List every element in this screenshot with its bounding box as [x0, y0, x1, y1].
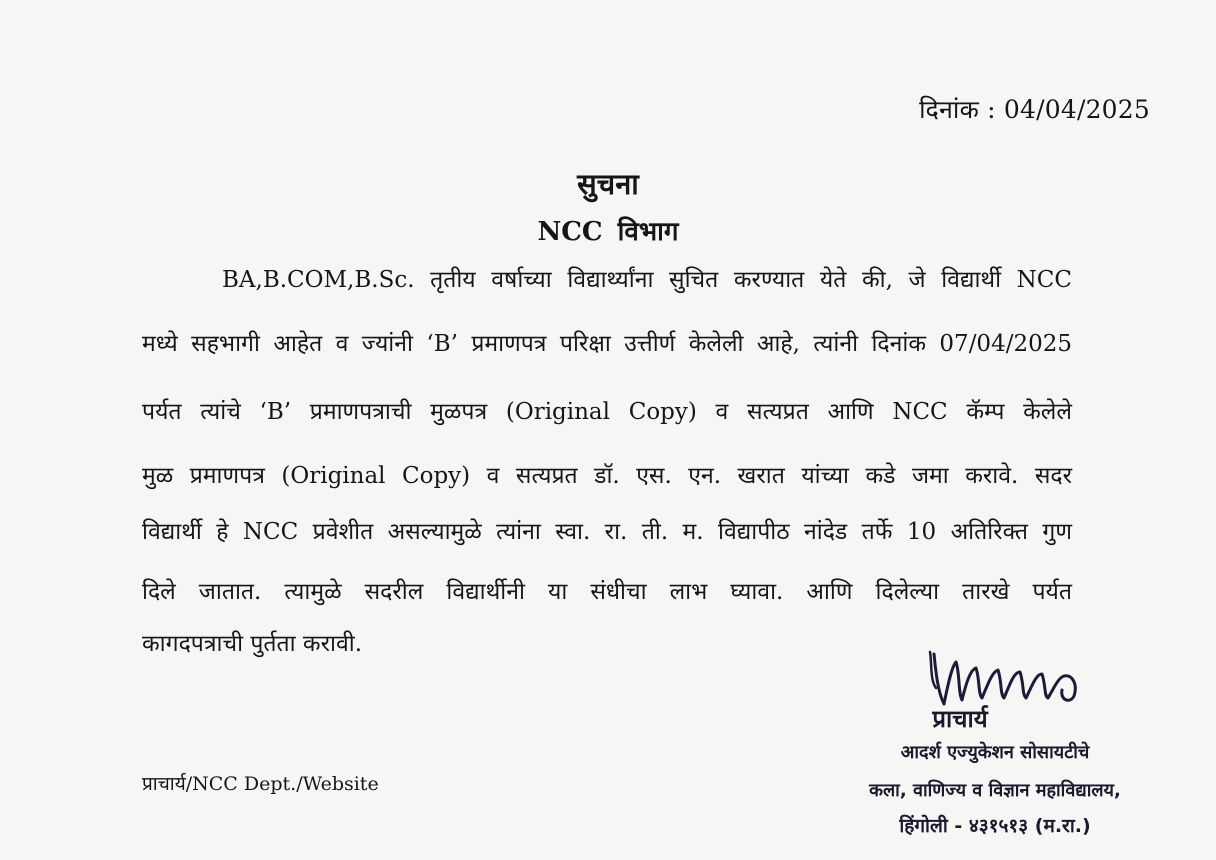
copy-to-note: प्राचार्य/NCC Dept./Website: [142, 773, 379, 795]
stamp-line-3: हिंगोली - ४३१५१३ (म.रा.): [899, 815, 1091, 837]
principal-signature-stamp: [830, 640, 1160, 840]
stamp-title: प्राचार्य: [932, 705, 988, 733]
body-line-3: पर्यत त्यांचे ‘B’ प्रमाणपत्राची मुळपत्र (Original Copy) व सत्यप्रत आणि NCC कॅम्प केलेले: [142, 399, 1072, 425]
body-line-1: BA,B.COM,B.Sc. तृतीय वर्षाच्या विद्यार्थ्यांना सुचित करण्यात येते की, जे विद्यार्थी NCC: [222, 267, 1072, 293]
stamp-line-2: कला, वाणिज्य व विज्ञान महाविद्यालय,: [869, 780, 1121, 801]
body-line-2: मध्ये सहभागी आहेत व ज्यांनी ‘B’ प्रमाणपत्र परिक्षा उत्तीर्ण केलेली आहे, त्यांनी दिनांक 07/04/2025: [142, 331, 1072, 357]
notice-subtitle: NCC विभाग: [537, 217, 679, 247]
body-line-6: दिले जातात. त्यामुळे सदरील विद्यार्थीनी या संधीचा लाभ घ्यावा. आणि दिलेल्या तारखे पर्यत: [142, 579, 1072, 605]
body-line-4: मुळ प्रमाणपत्र (Original Copy) व सत्यप्रत डॉ. एस. एन. खरात यांच्या कडे जमा करावे. सदर: [142, 463, 1072, 489]
stamp-line-1: आदर्श एज्युकेशन सोसायटीचे: [900, 742, 1090, 763]
notice-date: दिनांक : 04/04/2025: [919, 95, 1150, 124]
notice-title: सुचना: [577, 167, 639, 201]
body-line-5: विद्यार्थी हे NCC प्रवेशीत असल्यामुळे त्यांना स्वा. रा. ती. म. विद्यापीठ नांदेड तर्फे 10 अतिरिक्त गुण: [142, 519, 1072, 545]
body-line-7: कागदपत्राची पुर्तता करावी.: [142, 631, 363, 657]
